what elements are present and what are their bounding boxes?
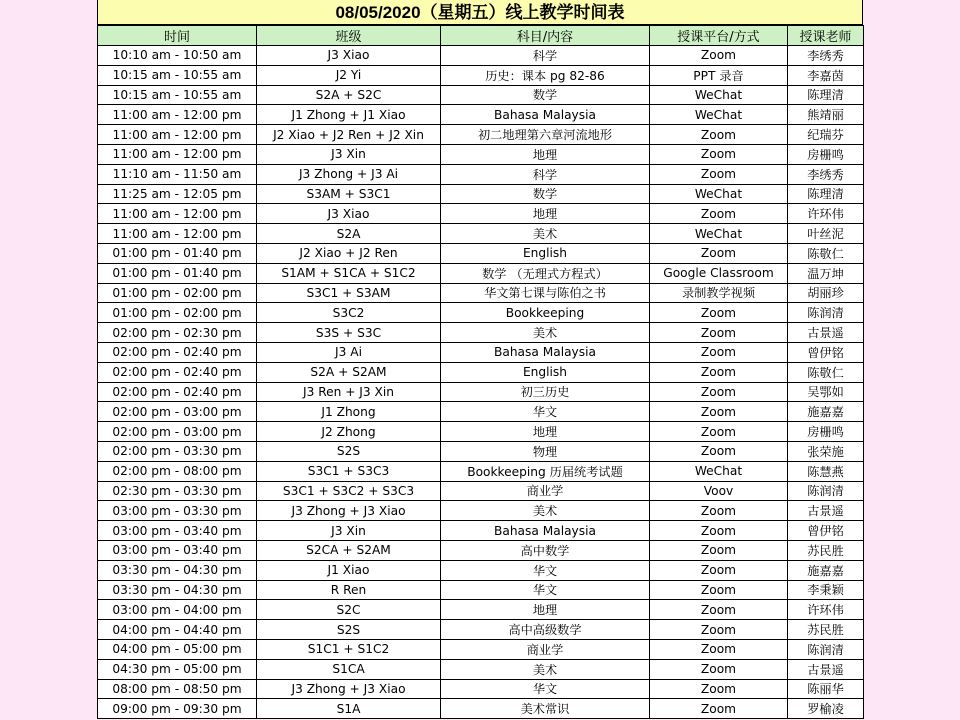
table-row	[98, 481, 864, 501]
cell-class: J2 Yi	[257, 65, 441, 85]
cell-class: J1 Xiao	[257, 560, 441, 580]
cell-teacher: 苏民胜	[788, 540, 864, 560]
cell-teacher: 施嘉嘉	[788, 402, 864, 422]
cell-class: J3 Xin	[257, 144, 441, 164]
table-row	[98, 382, 864, 402]
cell-time: 04:00 pm - 05:00 pm	[98, 639, 257, 659]
cell-subject: Bahasa Malaysia	[441, 342, 650, 362]
cell-class: S1C1 + S1C2	[257, 639, 441, 659]
cell-time: 04:30 pm - 05:00 pm	[98, 659, 257, 679]
cell-subject: 地理	[441, 600, 650, 620]
cell-time: 03:00 pm - 03:40 pm	[98, 540, 257, 560]
header-class: 班级	[257, 26, 441, 46]
cell-time: 02:00 pm - 03:00 pm	[98, 402, 257, 422]
cell-teacher: 吴鄂如	[788, 382, 864, 402]
cell-class: J3 Xiao	[257, 204, 441, 224]
header-teacher: 授课老师	[788, 26, 864, 46]
cell-subject: 高中高级数学	[441, 620, 650, 640]
cell-teacher: 纪瑞芬	[788, 125, 864, 145]
table-row	[98, 580, 864, 600]
cell-class: R Ren	[257, 580, 441, 600]
cell-subject: Bahasa Malaysia	[441, 521, 650, 541]
cell-time: 11:00 am - 12:00 pm	[98, 204, 257, 224]
table-row	[98, 144, 864, 164]
cell-subject: 数学 （无理式方程式）	[441, 263, 650, 283]
cell-platform: Zoom	[650, 639, 788, 659]
cell-platform: Zoom	[650, 362, 788, 382]
table-row	[98, 501, 864, 521]
cell-class: J3 Xiao	[257, 46, 441, 66]
cell-subject: 商业学	[441, 481, 650, 501]
cell-subject: 地理	[441, 204, 650, 224]
cell-teacher: 罗榆凌	[788, 699, 864, 719]
cell-time: 02:00 pm - 02:40 pm	[98, 382, 257, 402]
cell-teacher: 房栅鸣	[788, 144, 864, 164]
cell-platform: Zoom	[650, 323, 788, 343]
cell-time: 11:10 am - 11:50 am	[98, 164, 257, 184]
cell-teacher: 施嘉嘉	[788, 560, 864, 580]
cell-time: 09:00 pm - 09:30 pm	[98, 699, 257, 719]
cell-subject: 商业学	[441, 639, 650, 659]
cell-teacher: 李绣秀	[788, 46, 864, 66]
cell-class: S3C1 + S3AM	[257, 283, 441, 303]
header-row	[98, 26, 864, 46]
cell-subject: 华文第七课与陈伯之书	[441, 283, 650, 303]
timetable-body	[98, 46, 864, 719]
cell-time: 02:00 pm - 08:00 pm	[98, 461, 257, 481]
cell-teacher: 陈慧燕	[788, 461, 864, 481]
cell-class: S3C2	[257, 303, 441, 323]
cell-teacher: 房栅鸣	[788, 422, 864, 442]
cell-time: 01:00 pm - 01:40 pm	[98, 263, 257, 283]
cell-time: 02:00 pm - 03:00 pm	[98, 422, 257, 442]
cell-subject: 高中数学	[441, 540, 650, 560]
cell-teacher: 李嘉茵	[788, 65, 864, 85]
cell-time: 02:00 pm - 02:40 pm	[98, 342, 257, 362]
cell-class: S3C1 + S3C3	[257, 461, 441, 481]
cell-platform: Zoom	[650, 659, 788, 679]
cell-teacher: 陈敬仁	[788, 243, 864, 263]
table-row	[98, 283, 864, 303]
table-row	[98, 243, 864, 263]
cell-platform: Zoom	[650, 125, 788, 145]
cell-class: J2 Zhong	[257, 422, 441, 442]
cell-subject: 初二地理第六章河流地形	[441, 125, 650, 145]
cell-subject: 科学	[441, 164, 650, 184]
table-row	[98, 402, 864, 422]
cell-platform: Zoom	[650, 164, 788, 184]
table-row	[98, 303, 864, 323]
cell-platform: Zoom	[650, 342, 788, 362]
table-row	[98, 362, 864, 382]
cell-teacher: 叶丝泥	[788, 224, 864, 244]
cell-time: 02:30 pm - 03:30 pm	[98, 481, 257, 501]
cell-teacher: 陈润清	[788, 639, 864, 659]
page-title: 08/05/2020（星期五）线上教学时间表	[97, 0, 863, 25]
cell-class: S1AM + S1CA + S1C2	[257, 263, 441, 283]
cell-class: S3S + S3C	[257, 323, 441, 343]
cell-time: 01:00 pm - 02:00 pm	[98, 283, 257, 303]
cell-class: S2CA + S2AM	[257, 540, 441, 560]
cell-class: S2A + S2C	[257, 85, 441, 105]
table-row	[98, 184, 864, 204]
cell-teacher: 陈丽华	[788, 679, 864, 699]
cell-time: 02:00 pm - 02:40 pm	[98, 362, 257, 382]
cell-teacher: 苏民胜	[788, 620, 864, 640]
table-row	[98, 540, 864, 560]
cell-subject: 美术	[441, 224, 650, 244]
cell-subject: 华文	[441, 580, 650, 600]
cell-subject: 数学	[441, 85, 650, 105]
cell-time: 01:00 pm - 02:00 pm	[98, 303, 257, 323]
cell-teacher: 李绣秀	[788, 164, 864, 184]
cell-teacher: 许环伟	[788, 600, 864, 620]
cell-teacher: 古景遥	[788, 323, 864, 343]
cell-platform: PPT 录音	[650, 65, 788, 85]
table-row	[98, 342, 864, 362]
cell-platform: Zoom	[650, 540, 788, 560]
cell-time: 08:00 pm - 08:50 pm	[98, 679, 257, 699]
cell-subject: 地理	[441, 422, 650, 442]
table-row	[98, 65, 864, 85]
cell-platform: WeChat	[650, 105, 788, 125]
table-row	[98, 105, 864, 125]
cell-teacher: 曾伊铭	[788, 521, 864, 541]
cell-subject: 美术	[441, 659, 650, 679]
cell-subject: Bookkeeping 历届统考试题	[441, 461, 650, 481]
cell-class: J2 Xiao + J2 Ren	[257, 243, 441, 263]
table-row	[98, 323, 864, 343]
cell-teacher: 胡丽珍	[788, 283, 864, 303]
cell-platform: Zoom	[650, 46, 788, 66]
cell-class: J3 Ai	[257, 342, 441, 362]
cell-subject: 初三历史	[441, 382, 650, 402]
cell-time: 11:00 am - 12:00 pm	[98, 224, 257, 244]
cell-subject: 美术	[441, 501, 650, 521]
cell-class: J1 Zhong	[257, 402, 441, 422]
cell-subject: 华文	[441, 560, 650, 580]
cell-time: 10:15 am - 10:55 am	[98, 65, 257, 85]
table-row	[98, 125, 864, 145]
cell-subject: 美术常识	[441, 699, 650, 719]
cell-platform: Zoom	[650, 144, 788, 164]
cell-class: S1CA	[257, 659, 441, 679]
timetable-sheet	[97, 0, 863, 719]
cell-subject: Bookkeeping	[441, 303, 650, 323]
cell-subject: 物理	[441, 441, 650, 461]
cell-platform: Zoom	[650, 382, 788, 402]
cell-class: S2A	[257, 224, 441, 244]
cell-subject: 历史：课本 pg 82-86	[441, 65, 650, 85]
cell-teacher: 张荣施	[788, 441, 864, 461]
table-row	[98, 224, 864, 244]
cell-time: 11:00 am - 12:00 pm	[98, 144, 257, 164]
cell-platform: 录制教学视频	[650, 283, 788, 303]
cell-class: S2S	[257, 620, 441, 640]
cell-subject: 华文	[441, 402, 650, 422]
cell-platform: Zoom	[650, 441, 788, 461]
cell-time: 01:00 pm - 01:40 pm	[98, 243, 257, 263]
cell-subject: Bahasa Malaysia	[441, 105, 650, 125]
cell-teacher: 陈理清	[788, 85, 864, 105]
cell-platform: Zoom	[650, 204, 788, 224]
cell-platform: Zoom	[650, 600, 788, 620]
cell-subject: 地理	[441, 144, 650, 164]
cell-platform: Zoom	[650, 422, 788, 442]
cell-teacher: 曾伊铭	[788, 342, 864, 362]
table-row	[98, 263, 864, 283]
cell-time: 02:00 pm - 03:30 pm	[98, 441, 257, 461]
table-row	[98, 441, 864, 461]
cell-time: 03:00 pm - 03:40 pm	[98, 521, 257, 541]
cell-platform: Zoom	[650, 560, 788, 580]
cell-teacher: 古景遥	[788, 501, 864, 521]
cell-platform: Zoom	[650, 521, 788, 541]
cell-time: 02:00 pm - 02:30 pm	[98, 323, 257, 343]
table-row	[98, 422, 864, 442]
cell-class: S2C	[257, 600, 441, 620]
cell-class: S2S	[257, 441, 441, 461]
table-row	[98, 699, 864, 719]
header-subject: 科目/内容	[441, 26, 650, 46]
cell-subject: English	[441, 362, 650, 382]
cell-class: S3C1 + S3C2 + S3C3	[257, 481, 441, 501]
header-platform: 授课平台/方式	[650, 26, 788, 46]
cell-class: J3 Ren + J3 Xin	[257, 382, 441, 402]
cell-class: J3 Zhong + J3 Ai	[257, 164, 441, 184]
cell-platform: Zoom	[650, 501, 788, 521]
cell-teacher: 陈敬仁	[788, 362, 864, 382]
cell-platform: Zoom	[650, 620, 788, 640]
cell-subject: 华文	[441, 679, 650, 699]
cell-class: S2A + S2AM	[257, 362, 441, 382]
cell-class: S1A	[257, 699, 441, 719]
cell-teacher: 陈理清	[788, 184, 864, 204]
table-row	[98, 461, 864, 481]
cell-platform: Zoom	[650, 699, 788, 719]
table-row	[98, 85, 864, 105]
cell-class: J2 Xiao + J2 Ren + J2 Xin	[257, 125, 441, 145]
cell-time: 04:00 pm - 04:40 pm	[98, 620, 257, 640]
cell-platform: Voov	[650, 481, 788, 501]
cell-subject: 美术	[441, 323, 650, 343]
cell-platform: Zoom	[650, 580, 788, 600]
cell-time: 03:30 pm - 04:30 pm	[98, 560, 257, 580]
cell-time: 10:10 am - 10:50 am	[98, 46, 257, 66]
cell-platform: WeChat	[650, 184, 788, 204]
table-row	[98, 164, 864, 184]
cell-class: S3AM + S3C1	[257, 184, 441, 204]
cell-time: 03:00 pm - 04:00 pm	[98, 600, 257, 620]
cell-platform: Google Classroom	[650, 263, 788, 283]
cell-time: 03:00 pm - 03:30 pm	[98, 501, 257, 521]
table-row	[98, 521, 864, 541]
table-row	[98, 600, 864, 620]
cell-class: J3 Xin	[257, 521, 441, 541]
timetable	[97, 25, 864, 719]
cell-teacher: 李秉颖	[788, 580, 864, 600]
table-row	[98, 639, 864, 659]
cell-class: J3 Zhong + J3 Xiao	[257, 501, 441, 521]
table-row	[98, 46, 864, 66]
cell-platform: Zoom	[650, 243, 788, 263]
cell-time: 10:15 am - 10:55 am	[98, 85, 257, 105]
cell-platform: WeChat	[650, 85, 788, 105]
cell-teacher: 陈润清	[788, 303, 864, 323]
table-row	[98, 659, 864, 679]
table-row	[98, 204, 864, 224]
cell-time: 11:00 am - 12:00 pm	[98, 125, 257, 145]
cell-subject: English	[441, 243, 650, 263]
cell-time: 11:00 am - 12:00 pm	[98, 105, 257, 125]
cell-teacher: 许环伟	[788, 204, 864, 224]
header-time: 时间	[98, 26, 257, 46]
cell-teacher: 温万坤	[788, 263, 864, 283]
cell-class: J3 Zhong + J3 Xiao	[257, 679, 441, 699]
table-row	[98, 560, 864, 580]
cell-platform: Zoom	[650, 303, 788, 323]
cell-subject: 科学	[441, 46, 650, 66]
cell-class: J1 Zhong + J1 Xiao	[257, 105, 441, 125]
cell-platform: Zoom	[650, 679, 788, 699]
cell-subject: 数学	[441, 184, 650, 204]
cell-teacher: 陈润清	[788, 481, 864, 501]
cell-platform: WeChat	[650, 224, 788, 244]
table-row	[98, 679, 864, 699]
cell-teacher: 古景遥	[788, 659, 864, 679]
cell-time: 03:30 pm - 04:30 pm	[98, 580, 257, 600]
cell-teacher: 熊靖丽	[788, 105, 864, 125]
table-row	[98, 620, 864, 640]
cell-time: 11:25 am - 12:05 pm	[98, 184, 257, 204]
cell-platform: WeChat	[650, 461, 788, 481]
cell-platform: Zoom	[650, 402, 788, 422]
